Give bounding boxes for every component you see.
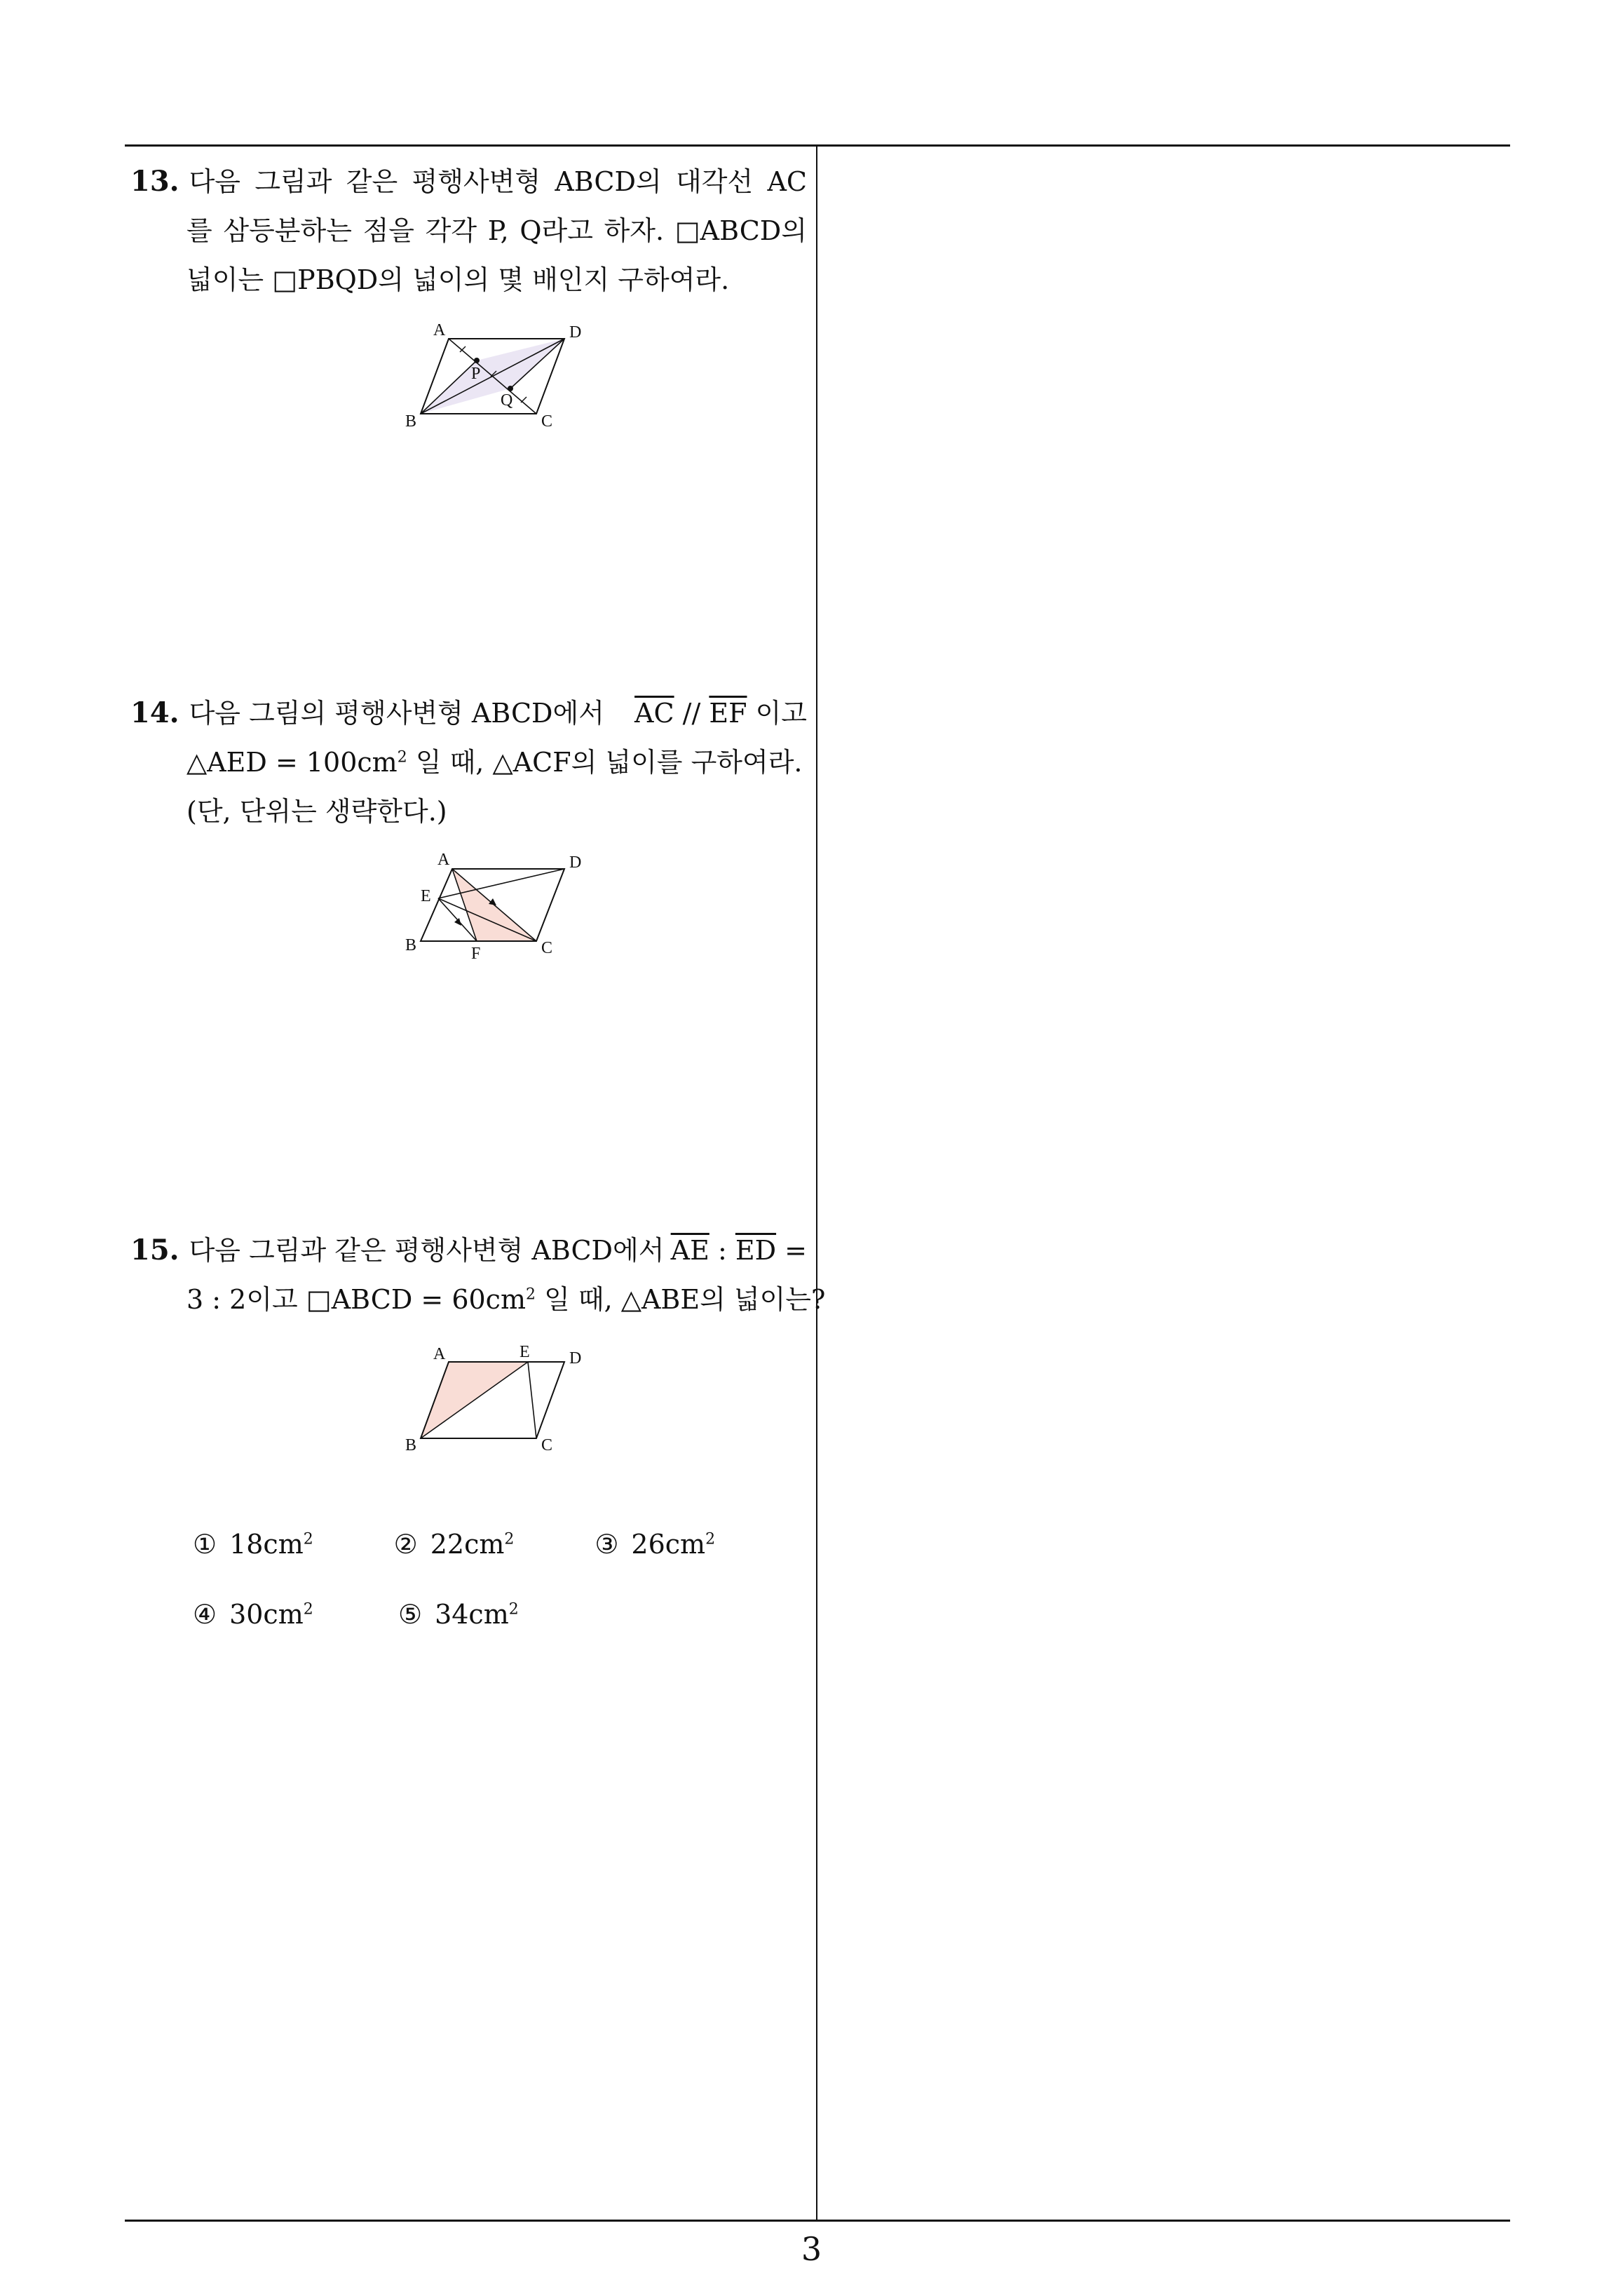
word: 그림과 xyxy=(254,166,332,197)
parallel-arrow-ef xyxy=(454,918,461,926)
problem-15 xyxy=(130,1226,826,1324)
word: 평행사변형 xyxy=(412,166,541,197)
top-rule xyxy=(125,144,1510,147)
text: 이고 xyxy=(755,698,807,729)
problem-13-line-1 xyxy=(130,157,807,206)
word: 다음 xyxy=(189,166,241,197)
label-c: C xyxy=(541,1436,553,1454)
label-b: B xyxy=(405,412,417,431)
text: 일 때, △ACF의 넓이를 구하여라. xyxy=(415,747,803,778)
word: 하자. xyxy=(604,215,665,246)
label-a: A xyxy=(437,851,450,869)
label-d: D xyxy=(569,853,582,872)
word: Q라고 xyxy=(520,215,593,246)
problem-14-line-1 xyxy=(130,689,807,738)
superscript: 2 xyxy=(303,1530,313,1548)
choice-1[interactable] xyxy=(193,1529,394,1560)
answer-choices xyxy=(193,1529,796,1669)
label-f: F xyxy=(471,945,481,963)
choice-4[interactable] xyxy=(193,1599,398,1630)
text: 다음 그림의 평행사변형 ABCD에서 xyxy=(189,698,604,729)
choice-mark: ⑤ xyxy=(398,1599,423,1630)
choice-value: 26cm xyxy=(631,1529,706,1560)
superscript: 2 xyxy=(705,1530,716,1548)
choice-2[interactable] xyxy=(394,1529,595,1560)
segment-ac: $\overline{AC}$ xyxy=(634,698,674,729)
word: 각각 xyxy=(425,215,477,246)
page-number: 3 xyxy=(801,2230,822,2268)
word: 넓이는 xyxy=(186,264,264,295)
figure-15-parallelogram xyxy=(393,1338,603,1461)
bottom-rule xyxy=(125,2220,1510,2222)
word: ABCD의 xyxy=(555,166,662,197)
label-d: D xyxy=(569,1349,582,1368)
superscript: 2 xyxy=(526,1285,536,1304)
superscript: 2 xyxy=(303,1600,313,1619)
segment-ef: $\overline{EF}$ xyxy=(709,698,747,729)
choice-value: 30cm xyxy=(229,1599,304,1630)
colon: : xyxy=(717,1235,727,1266)
word: 배인지 xyxy=(532,264,610,295)
word: 점을 xyxy=(362,215,414,246)
label-d: D xyxy=(569,323,582,342)
word: 몇 xyxy=(498,264,524,295)
word: □PBQD의 xyxy=(272,264,404,295)
choice-3[interactable] xyxy=(595,1529,796,1560)
problem-number: 14. xyxy=(130,696,179,729)
point-q xyxy=(508,386,513,391)
text: 3 : 2이고 □ABCD = 60cm xyxy=(186,1284,526,1315)
choice-mark: ② xyxy=(393,1529,418,1560)
choice-value: 18cm xyxy=(229,1529,304,1560)
figure-14-parallelogram xyxy=(393,845,603,968)
problem-13 xyxy=(130,157,807,304)
label-a: A xyxy=(433,1345,446,1363)
choice-row xyxy=(193,1599,796,1669)
superscript: 2 xyxy=(504,1530,515,1548)
word: 같은 xyxy=(346,166,398,197)
word: AC xyxy=(767,166,807,197)
choice-mark: ④ xyxy=(193,1599,217,1630)
label-q: Q xyxy=(501,391,513,410)
segment-ed: $\overline{ED}$ xyxy=(735,1235,777,1266)
label-b: B xyxy=(405,1436,417,1454)
word: 삼등분하는 xyxy=(223,215,352,246)
problem-14-line-3 xyxy=(130,787,807,836)
text: △AED = 100cm xyxy=(186,747,398,778)
problem-14-line-2 xyxy=(130,738,807,787)
word: 구하여라. xyxy=(618,264,730,295)
text: (단, 단위는 생략한다.) xyxy=(186,796,447,827)
choice-mark: ① xyxy=(193,1529,217,1560)
label-p: P xyxy=(471,365,481,383)
choice-value: 22cm xyxy=(430,1529,505,1560)
equals: = xyxy=(785,1235,807,1266)
problem-15-line-2 xyxy=(130,1275,826,1324)
problem-15-line-1 xyxy=(130,1226,807,1275)
problem-number: 15. xyxy=(130,1234,179,1267)
label-e: E xyxy=(520,1343,530,1361)
word: P, xyxy=(487,215,509,246)
problem-13-line-2 xyxy=(130,206,807,255)
text: 다음 그림과 같은 평행사변형 ABCD에서 xyxy=(189,1235,665,1266)
problem-number: 13. xyxy=(130,165,179,198)
choice-value: 34cm xyxy=(435,1599,509,1630)
label-b: B xyxy=(405,936,417,954)
choice-5[interactable] xyxy=(398,1599,604,1630)
word: 를 xyxy=(186,215,212,246)
diagonal-bd xyxy=(421,339,564,414)
superscript: 2 xyxy=(397,748,407,767)
figure-13-parallelogram xyxy=(393,314,603,433)
parallel-symbol: // xyxy=(682,698,701,729)
label-a: A xyxy=(433,321,446,339)
word: 대각선 xyxy=(676,166,754,197)
label-c: C xyxy=(541,412,553,431)
superscript: 2 xyxy=(508,1600,519,1619)
column-divider xyxy=(816,144,817,2222)
tick-mark xyxy=(521,397,527,403)
word: □ABCD의 xyxy=(674,215,807,246)
choice-mark: ③ xyxy=(595,1529,619,1560)
segment-ae: $\overline{AE}$ xyxy=(670,1235,709,1266)
label-e: E xyxy=(421,887,431,905)
problem-13-line-3 xyxy=(130,255,807,304)
choice-row xyxy=(193,1529,796,1599)
word: 넓이의 xyxy=(412,264,490,295)
point-p xyxy=(474,358,480,363)
segment-ec xyxy=(528,1362,536,1438)
label-c: C xyxy=(541,939,553,957)
text: 일 때, △ABE의 넓이는? xyxy=(544,1284,826,1315)
problem-14 xyxy=(130,689,807,836)
